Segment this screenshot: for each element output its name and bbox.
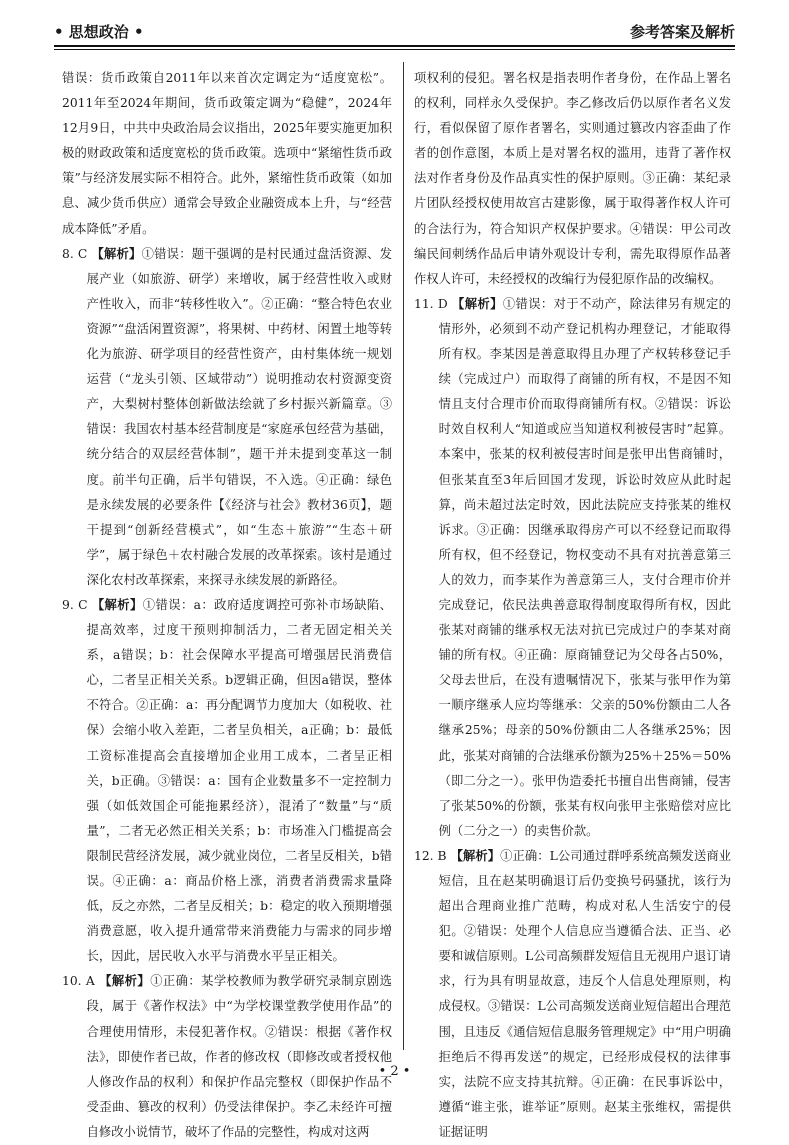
section-title: 参考答案及解析 [629, 23, 735, 41]
right-column [414, 66, 731, 1145]
subject-title: • 思想政治 • [54, 23, 144, 41]
answer-text: ①错误：题干强调的是村民通过盘活资源、发展产业（如旅游、研学）来增收，属于经营性收入或财产性收入，而非“转移性收入”。②正确：“整合特色农业资源”“盘活闲置资源”，将果树、中药材、闲置土地等转化为旅游、研学项目的经营性资产，由村集体统一规划运营（“龙头引领、区域带动”）说明推动农村资源变资产，大梨树村整体创新做法绘就了乡村振兴新篇章。③错误：我国农村基本经营制度是“家庭承包经营为基础，统分结合的双层经营体制”，题干并未提到变革这一制度。前半句正确，后半句错误，不入选。④正确：绿色是永续发展的必要条件【《经济与社会》教材36页】，题干提到“创新经营模式”，如“生态＋旅游”“生态＋研学”，属于绿色＋农村融合发展的改革探索。该村是通过深化农村改革探索，来探寻永续发展的新路径。 [86, 246, 392, 587]
answer-text: ①错误：对于不动产，除法律另有规定的情形外，必须到不动产登记机构办理登记，才能取得所有权。李某因是善意取得且办理了产权转移登记手续（完成过户）而取得了商铺的所有权，不是因不知情且支付合理市价而取得商铺所有权。②错误：诉讼时效自权利人“知道或应当知道权利被侵害时”起算。本案中，张某的权利被侵害时间是张甲出售商铺时，但张某直至3年后回国才发现，诉讼时效应从此时起算，尚未超过法定时效，因此法院应支持张某的维权诉求。③正确：因继承取得房产可以不经登记而取得所有权，但不经登记，物权变动不具有对抗善意第三人的效力，而李某作为善意第三人，支付合理市价并完成登记，依民法典善意取得制度取得所有权，因此张某对商铺的继承权无法对抗已完成过户的李某对商铺的所有权。④正确：原商铺登记为父母各占50%，父母去世后，在没有遗嘱情况下，张某与张甲作为第一顺序继承人应均等继承：父亲的50%份额由二人各继承25%；母亲的50%份额由二人各继承25%；因此，张某对商铺的合法继承份额为25%＋25%＝50%（即二分之一）。张甲伪造委托书擅自出售商铺，侵害了张某50%的份额，张某有权向张甲主张赔偿对应比例（二分之一）的卖售价款。 [438, 296, 731, 838]
answer-item-11 [414, 292, 731, 844]
answer-number: 8. C [62, 246, 88, 261]
answer-number: 10. A [62, 974, 95, 989]
answer-text: ①正确：L公司通过群呼系统高频发送商业短信，且在赵某明确退订后仍变换号码骚扰，该行为超出合理商业推广范畴，构成对私人生活安宁的侵犯。②错误：处理个人信息应当遵循合法、正当、必要和诚信原则。L公司高频群发短信且无视用户退订请求，行为具有明显故意，违反个人信息处理原则，构成侵权。③错误：L公司高频发送商业短信超出合理范围，且违反《通信短信息服务管理规定》中“用户明确拒绝后不得再发送”的规定，已经形成侵权的法律事实，法院不应支持其抗辩。④正确：在民事诉讼中，遵循“谁主张，谁举证”原则。赵某主张维权，需提供证据证明 [438, 848, 731, 1139]
left-column [62, 66, 392, 1145]
analysis-tag: 【解析】 [91, 597, 143, 612]
answer-number: 11. D [414, 296, 448, 311]
header-rule-thick [54, 45, 735, 47]
answer-number: 12. B [414, 848, 447, 863]
analysis-tag: 【解析】 [450, 848, 501, 863]
continuation-paragraph: 错误：货币政策自2011年以来首次定调定为“适度宽松”。2011年至2024年期间，货币政策定调为“稳健”，2024年12月9日，中共中央政治局会议指出，2025年要实施更加积极的财政政策和适度宽松的货币政策。选项中“紧缩性货币政策”与经济发展实际不相符合。此外，紧缩性货币政策（如加息、减少货币供应）通常会导致企业融资成本上升，与“经营成本降低”矛盾。 [62, 71, 392, 236]
answer-item-12 [414, 844, 731, 1145]
analysis-tag: 【解析】 [91, 246, 142, 261]
answer-text: ①错误：a：政府适度调控可弥补市场缺陷、提高效率，过度干预则抑制活力，二者无固定相关关系，a错误；b：社会保障水平提高可增强居民消费信心，二者呈正相关关系。b逻辑正确，但因a错误，整体不符合。②正确：a：再分配调节力度加大（如税收、社保）会缩小收入差距，二者呈负相关，a正确；b：最低工资标准提高会直接增加企业用工成本，二者呈正相关，b正确。③错误：a：国有企业数量多不一定控制力强（如低效国企可能拖累经济），混淆了“数量”与“质量”，二者无必然正相关关系；b：市场准入门槛提高会限制民营经济发展，减少就业岗位，二者呈反相关，b错误。④正确：a：商品价格上涨，消费者消费需求量降低，反之亦然，二者呈反相关；b：稳定的收入预期增强消费意愿，收入提升通常带来消费能力与需求的同步增长，因此，居民收入水平与消费水平呈正相关。 [86, 597, 392, 964]
answer-number: 9. C [62, 597, 88, 612]
continuation-paragraph: 项权利的侵犯。署名权是指表明作者身份，在作品上署名的权利，同样永久受保护。李乙修改后仍以原作者名义发行，看似保留了原作者署名，实则通过篡改内容歪曲了作者的创作意图，本质上是对署名权的滥用，违背了著作权法对作者身份及作品真实性的保护原则。③正确：某纪录片团队经授权使用故宫古建影像，属于取得著作权人许可的合法行为，符合知识产权保护要求。④错误：甲公司改编民间刺绣作品后申请外观设计专利，需先取得原作品著作权人许可，未经授权的改编行为侵犯原作品的改编权。 [414, 71, 731, 286]
answer-item-9 [62, 593, 392, 969]
answer-text: ①正确：某学校教师为教学研究录制京剧选段，属于《著作权法》中“为学校课堂教学使用作品”的合理使用情形，未侵犯著作权。②错误：根据《著作权法》，即使作者已故，作者的修改权（即修改或者授权他人修改作品的权利）和保护作品完整权（即保护作品不受歪曲、篡改的权利）仍受法律保护。李乙未经许可擅自修改小说情节，破坏了作品的完整性，构成对这两 [86, 974, 392, 1139]
header-rule-thin [54, 49, 735, 50]
page-header [54, 14, 735, 42]
analysis-tag: 【解析】 [452, 296, 503, 311]
analysis-tag: 【解析】 [99, 974, 151, 989]
answer-item-8 [62, 242, 392, 593]
page-number: • 2 • [378, 1064, 411, 1079]
column-divider [403, 62, 404, 1050]
answer-item-10 [62, 969, 392, 1145]
